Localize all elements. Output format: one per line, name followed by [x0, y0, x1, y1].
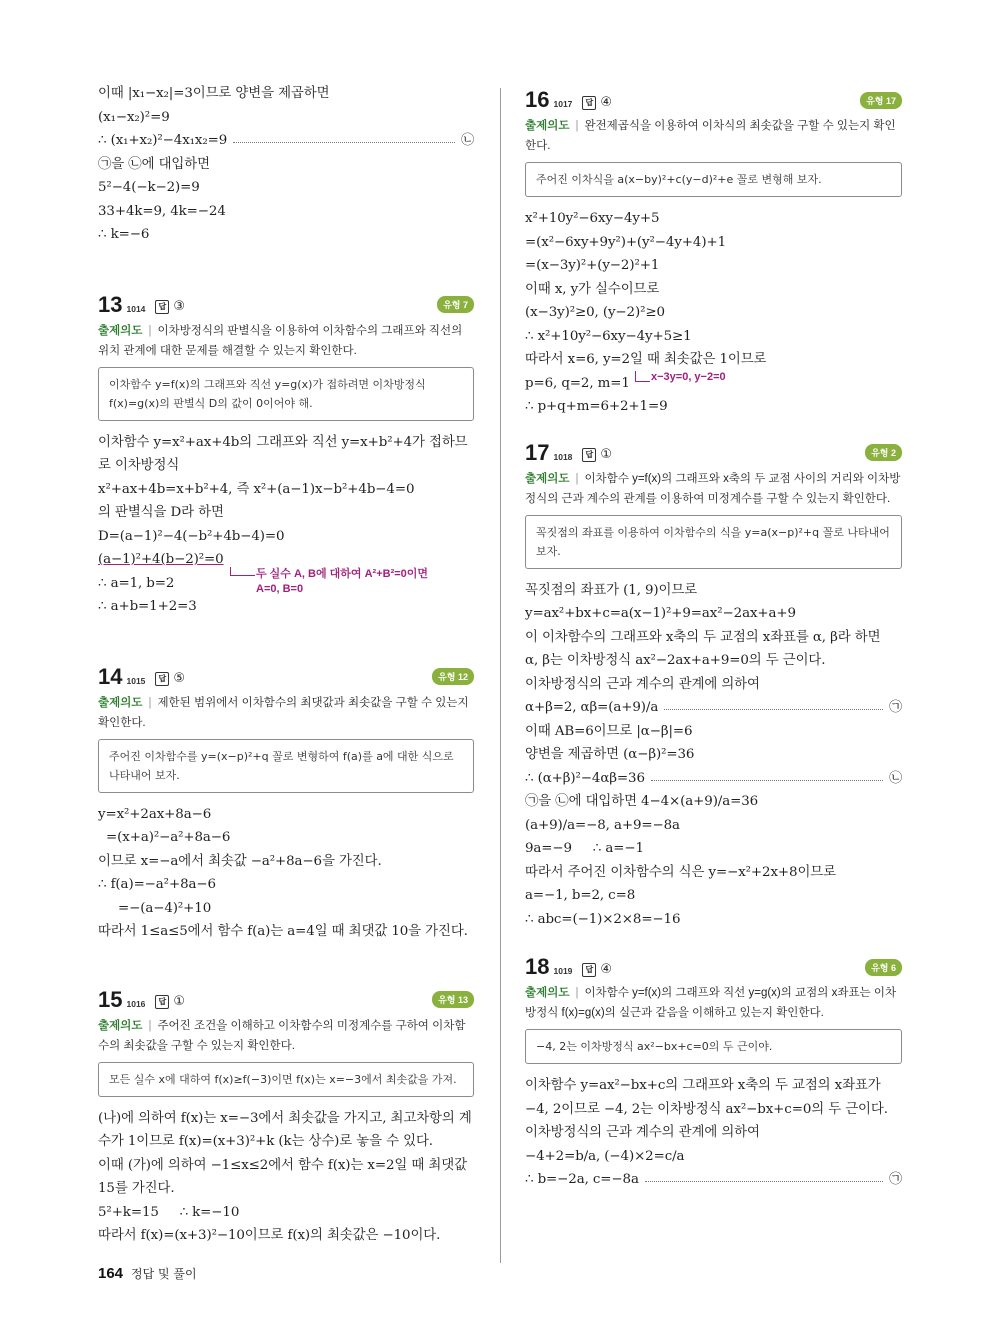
answer-choice: ① — [600, 447, 613, 462]
solution-line: 이때 |x₁−x₂|=3이므로 양변을 제곱하면 — [98, 86, 330, 101]
dotted-leader — [664, 709, 883, 710]
solution-line: y=x²+2ax+8a−6 — [98, 806, 212, 822]
solution-line: ∴ a+b=1+2=3 — [98, 599, 197, 614]
answer-choice: ④ — [600, 961, 613, 977]
solution-line — [98, 129, 474, 153]
solution-line: 의 판별식을 D라 하면 — [98, 505, 224, 520]
solution-line: x²+10y²−6xy−4y+5 — [525, 211, 660, 226]
answer-choice: ① — [173, 994, 186, 1009]
type-badge: 유형 6 — [865, 959, 902, 976]
solution-line: ∴ f(a)=−a²+8a−6 — [98, 877, 216, 892]
intent — [525, 983, 902, 1023]
problem-code: 1015 — [126, 675, 146, 686]
solution-line — [525, 696, 902, 720]
problem-16 — [525, 86, 902, 419]
intent — [525, 469, 902, 509]
answer-choice: ③ — [173, 299, 186, 314]
dotted-leader — [651, 780, 883, 781]
solution-text: ∴ (α+β)²−4αβ=36 — [525, 770, 645, 786]
solution-line: y=ax²+bx+c=a(x−1)²+9=ax²−2ax+a+9 — [525, 606, 796, 621]
solution-text: α+β=2, αβ=(a+9)/a — [525, 700, 659, 715]
type-badge: 유형 2 — [865, 444, 902, 461]
hint-box: 모든 실수 x에 대하여 f(x)≥f(−3)이면 f(x)는 x=−3에서 최솟값을 가져. — [98, 1062, 474, 1097]
problem-number: 14 — [98, 663, 123, 689]
intent-label: 출제의도 — [525, 472, 570, 485]
solution-line: =(x−3y)²+(y−2)²+1 — [525, 258, 660, 273]
problem-14 — [98, 663, 474, 944]
solution-line: =−(a−4)²+10 — [118, 900, 212, 916]
solution-line: ∴ k=−6 — [98, 227, 150, 242]
solution-line: 5²−4(−k−2)=9 — [98, 180, 200, 195]
problem-15 — [98, 986, 474, 1248]
solution-line: 따라서 f(x)=(x+3)²−10이므로 f(x)의 최솟값은 −10이다. — [98, 1228, 441, 1243]
intent-separator: | — [575, 987, 579, 999]
solution-line: ∴ abc=(−1)×2×8=−16 — [525, 911, 681, 927]
solution-line: 33+4k=9, 4k=−24 — [98, 203, 226, 219]
hint-box: 꼭짓점의 좌표를 이용하여 이차함수의 식을 y=a(x−p)²+q 꼴로 나타내어 보자. — [525, 515, 902, 569]
hint-box: 이차함수 y=f(x)의 그래프와 직선 y=g(x)가 접하려면 이차방정식 f(x)=g(x)의 판별식 D의 값이 0이어야 해. — [98, 367, 474, 421]
problem-header — [525, 86, 902, 114]
hint-box: 주어진 이차함수를 y=(x−p)²+q 꼴로 변형하여 f(a)를 a에 대한 식으로 나타내어 보자. — [98, 739, 474, 793]
solution-line: =(x²−6xy+9y²)+(y²−4y+4)+1 — [525, 234, 727, 250]
solution-line: α, β는 이차방정식 ax²−2ax+a+9=0의 두 근이다. — [525, 653, 826, 668]
intent-label: 출제의도 — [98, 696, 143, 709]
problem-number: 17 — [525, 439, 550, 465]
solution-line: a=−1, b=2, c=8 — [525, 888, 636, 903]
solution-line: ∴ p+q+m=6+2+1=9 — [525, 399, 668, 414]
problem-header — [98, 291, 474, 319]
solution-text: ∴ b=−2a, c=−8a — [525, 1172, 639, 1187]
intent-text: 이차함수 y=f(x)의 그래프와 x축의 두 교점 사이의 거리와 이차방정식의 근과 계수의 관계를 이용하여 미정계수를 구할 수 있는지 확인한다. — [525, 472, 901, 505]
problem-17 — [525, 439, 902, 932]
intent-label: 출제의도 — [98, 324, 143, 337]
right-column — [525, 82, 902, 1192]
problem-code: 1016 — [126, 998, 146, 1009]
solution-line: 5²+k=15 ∴ k=−10 — [98, 1204, 240, 1220]
solution-line: 이차함수 y=x²+ax+4b의 그래프와 직선 y=x+b²+4가 접하므로 이차방정식 — [98, 434, 468, 473]
note-arrow — [230, 567, 255, 576]
intent-label: 출제의도 — [98, 1019, 143, 1032]
solution-line: ㉠을 ㉡에 대입하면 4−4×(a+9)/a=36 — [525, 794, 759, 809]
underlined-equation: (a−1)²+4(b−2)²=0 — [98, 552, 224, 567]
problem-code: 1017 — [553, 99, 573, 109]
intent-separator: | — [575, 472, 579, 485]
solution-line: 따라서 1≤a≤5에서 함수 f(a)는 a=4일 때 최댓값 10을 가진다. — [98, 924, 468, 939]
problem-code: 1014 — [126, 303, 146, 314]
answer-icon: 답 — [582, 963, 596, 977]
answer-icon: 답 — [155, 672, 169, 686]
type-badge: 유형 12 — [432, 668, 474, 685]
intent-separator: | — [148, 1019, 152, 1032]
solution-line: 이때 x, y가 실수이므로 — [525, 281, 660, 297]
answer-icon: 답 — [582, 96, 596, 110]
solution-line: (x−3y)²≥0, (y−2)²≥0 — [525, 305, 665, 320]
hint-box: −4, 2는 이차방정식 ax²−bx+c=0의 두 근이야. — [525, 1029, 902, 1064]
problem-number: 18 — [525, 954, 550, 979]
intent-separator: | — [575, 120, 579, 132]
solution-line: 이때 (가)에 의하여 −1≤x≤2에서 함수 f(x)는 x=2일 때 최댓값 15를 가진다. — [98, 1157, 467, 1196]
solution-line: −4+2=b/a, (−4)×2=c/a — [525, 1148, 685, 1164]
solution-text: ∴ (x₁+x₂)²−4x₁x₂=9 — [98, 133, 228, 148]
solution-line: x²+ax+4b=x+b²+4, 즉 x²+(a−1)x−b²+4b−4=0 — [98, 481, 415, 497]
annotation-note: x−3y=0, y−2=0 — [651, 371, 726, 383]
problem-code: 1018 — [553, 451, 573, 462]
dotted-leader — [645, 1181, 883, 1182]
solution-line: 이차함수 y=ax²−bx+c의 그래프와 x축의 두 교점의 x좌표가 −4, 2이므로 −4, 2는 이차방정식 ax²−bx+c=0의 두 근이다. — [525, 1078, 888, 1117]
continuation-block — [98, 82, 474, 247]
answer-choice: ⑤ — [173, 671, 186, 686]
solution-line: 이차방정식의 근과 계수의 관계에 의하여 — [525, 1125, 760, 1140]
problem-18 — [525, 953, 902, 1192]
left-column — [98, 82, 474, 1248]
equation-mark: ㉠ — [889, 700, 902, 715]
solution-line: ㉠을 ㉡에 대입하면 — [98, 156, 210, 172]
page-number: 164 — [98, 1265, 124, 1282]
solution-line: 이차방정식의 근과 계수의 관계에 의하여 — [525, 676, 760, 692]
intent — [98, 1016, 474, 1056]
intent-label: 출제의도 — [525, 120, 570, 132]
solution-line: (a+9)/a=−8, a+9=−8a — [525, 817, 680, 833]
solution-line — [525, 767, 902, 791]
problem-header — [525, 953, 902, 981]
column-divider — [500, 88, 501, 1263]
annotation-note — [256, 567, 428, 597]
problem-13 — [98, 291, 474, 619]
intent-text: 완전제곱식을 이용하여 이차식의 최솟값을 구할 수 있는지 확인한다. — [525, 120, 896, 152]
equation-mark: ㉡ — [889, 770, 902, 786]
intent-text: 제한된 범위에서 이차함수의 최댓값과 최솟값을 구할 수 있는지 확인한다. — [98, 696, 469, 729]
intent — [98, 693, 474, 733]
page-footer — [98, 1265, 197, 1282]
problem-number: 13 — [98, 291, 123, 317]
solution-line: 따라서 x=6, y=2일 때 최솟값은 1이므로 — [525, 352, 767, 367]
solution-line: 9a=−9 ∴ a=−1 — [525, 841, 644, 856]
solution-line: (x₁−x₂)²=9 — [98, 109, 170, 125]
intent — [525, 116, 902, 156]
type-badge: 유형 7 — [437, 296, 474, 313]
type-badge: 유형 13 — [432, 991, 474, 1008]
problem-header — [98, 663, 474, 691]
hint-box: 주어진 이차식을 a(x−by)²+c(y−d)²+e 꼴로 변형해 보자. — [525, 162, 902, 197]
solution-line: (나)에 의하여 f(x)는 x=−3에서 최솟값을 가지고, 최고차항의 계수가 1이므로 f(x)=(x+3)²+k (k는 상수)로 놓을 수 있다. — [98, 1110, 472, 1149]
problem-header — [98, 986, 474, 1014]
note-arrow — [635, 371, 650, 382]
solution-line: 따라서 주어진 이차함수의 식은 y=−x²+2x+8이므로 — [525, 864, 836, 880]
intent-text: 이차함수 y=f(x)의 그래프와 직선 y=g(x)의 교점의 x좌표는 이차방정식 f(x)=g(x)의 실근과 같음을 이해하고 있는지 확인한다. — [525, 987, 897, 1019]
equation-mark: ㉠ — [889, 1172, 902, 1187]
intent-text: 주어진 조건을 이해하고 이차함수의 미정계수를 구하여 이차함수의 최솟값을 구할 수 있는지 확인한다. — [98, 1019, 466, 1052]
solution-line: 양변을 제곱하면 (α−β)²=36 — [525, 747, 695, 762]
solution-line: ∴ a=1, b=2 — [98, 575, 175, 591]
page-label: 정답 및 풀이 — [131, 1267, 197, 1281]
solution-line — [525, 1168, 902, 1192]
dotted-leader — [233, 142, 455, 143]
solution-line: ∴ x²+10y²−6xy−4y+5≥1 — [525, 328, 692, 344]
problem-number: 16 — [525, 87, 550, 112]
solution-line: =(x+a)²−a²+8a−6 — [106, 830, 231, 845]
intent-separator: | — [148, 696, 152, 709]
answer-icon: 답 — [582, 448, 596, 462]
intent — [98, 321, 474, 361]
equation-mark: ㉡ — [461, 133, 474, 148]
answer-icon: 답 — [155, 300, 169, 314]
solution-line: D=(a−1)²−4(−b²+4b−4)=0 — [98, 528, 285, 544]
problem-number: 15 — [98, 986, 123, 1012]
annotation-line: A=0, B=0 — [256, 582, 304, 595]
annotation-line: 두 실수 A, B에 대하여 A²+B²=0이면 — [256, 567, 429, 580]
solution-line: 이때 AB=6이므로 |α−β|=6 — [525, 723, 693, 739]
solution-line: 이므로 x=−a에서 최솟값 −a²+8a−6을 가진다. — [98, 853, 382, 869]
solution-line: p=6, q=2, m=1 — [525, 375, 630, 391]
answer-choice: ④ — [600, 94, 613, 110]
intent-separator: | — [148, 324, 152, 337]
solution-line: 꼭짓점의 좌표가 (1, 9)이므로 — [525, 582, 698, 598]
type-badge: 유형 17 — [860, 92, 902, 109]
solution-line: 이 이차함수의 그래프와 x축의 두 교점의 x좌표를 α, β라 하면 — [525, 629, 881, 645]
intent-text: 이차방정식의 판별식을 이용하여 이차함수의 그래프와 직선의 위치 관계에 대한 문제를 해결할 수 있는지 확인한다. — [98, 324, 463, 357]
problem-header — [525, 439, 902, 467]
problem-code: 1019 — [553, 966, 573, 976]
answer-icon: 답 — [155, 995, 169, 1009]
intent-label: 출제의도 — [525, 987, 570, 999]
